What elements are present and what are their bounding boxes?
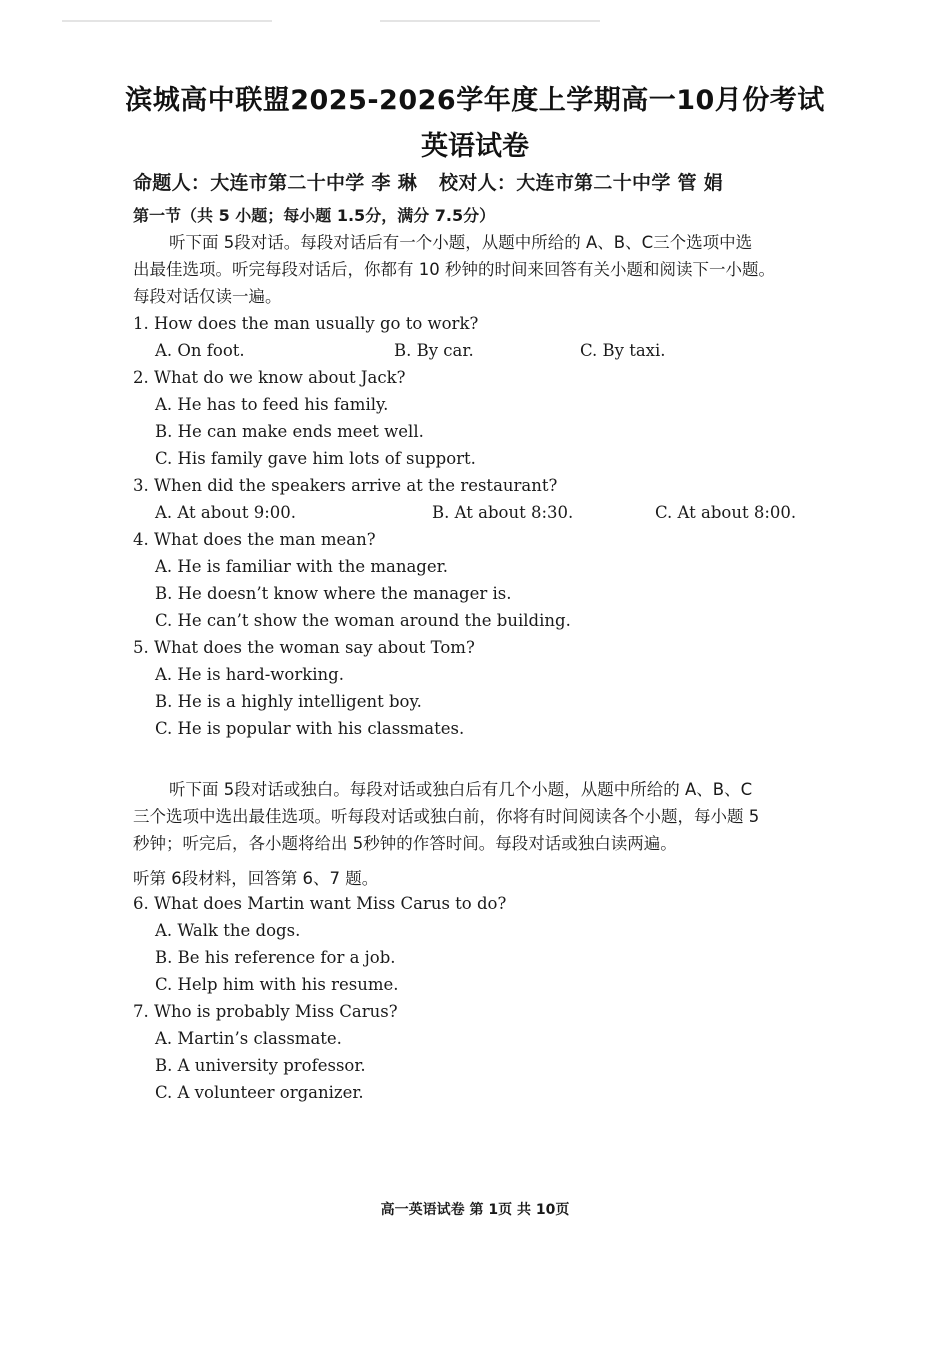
option: C. He can’t show the woman around the building. — [155, 611, 571, 630]
section-heading: 第一节（共 5 小题；每小题 1.5分，满分 7.5分） — [133, 206, 496, 225]
scan-artifact — [62, 20, 272, 22]
option: B. Be his reference for a job. — [155, 948, 396, 967]
option: C. He is popular with his classmates. — [155, 719, 465, 738]
option: B. A university professor. — [155, 1056, 366, 1075]
option: A. Walk the dogs. — [155, 921, 301, 940]
page-footer: 高一英语试卷 第 1页 共 10页 — [380, 1202, 570, 1218]
option: A. He has to feed his family. — [155, 395, 389, 414]
exam-subject: 英语试卷 — [421, 131, 529, 162]
author-label: 命题人：大连市第二十中学 李 琳 — [133, 172, 418, 194]
author-line — [133, 168, 723, 195]
option: B. By car. — [394, 341, 474, 360]
question-stem: 1. How does the man usually go to work? — [133, 314, 479, 333]
option: A. On foot. — [155, 341, 245, 360]
option: C. His family gave him lots of support. — [155, 449, 476, 468]
instruction-line: 每段对话仅读一遍。 — [133, 287, 282, 306]
option: C. By taxi. — [580, 341, 666, 360]
scan-artifact — [380, 20, 600, 22]
option: C. At about 8:00. — [655, 503, 797, 522]
option: A. Martin’s classmate. — [155, 1029, 342, 1048]
question-stem: 6. What does Martin want Miss Carus to do? — [133, 894, 507, 913]
question-stem: 7. Who is probably Miss Carus? — [133, 1002, 398, 1021]
option: A. He is hard-working. — [155, 665, 344, 684]
instruction-line: 出最佳选项。听完每段对话后，你都有 10 秒钟的时间来回答有关小题和阅读下一小题。 — [133, 260, 775, 279]
instruction-line: 秒钟；听完后，各小题将给出 5秒钟的作答时间。每段对话或独白读两遍。 — [133, 834, 677, 853]
exam-title: 滨城高中联盟2025-2026学年度上学期高一10月份考试 — [125, 85, 825, 116]
option: B. He doesn’t know where the manager is. — [155, 584, 512, 603]
option: A. At about 9:00. — [155, 503, 297, 522]
question-stem: 5. What does the woman say about Tom? — [133, 638, 475, 657]
material-note: 听第 6段材料，回答第 6、7 题。 — [133, 869, 379, 888]
option: B. He is a highly intelligent boy. — [155, 692, 422, 711]
proof-label: 校对人：大连市第二十中学 管 娟 — [439, 172, 724, 194]
question-stem: 3. When did the speakers arrive at the restaurant? — [133, 476, 558, 495]
option: C. A volunteer organizer. — [155, 1083, 364, 1102]
option: C. Help him with his resume. — [155, 975, 399, 994]
instruction-line: 听下面 5段对话。每段对话后有一个小题，从题中所给的 A、B、C三个选项中选 — [169, 233, 753, 252]
option: A. He is familiar with the manager. — [155, 557, 448, 576]
instruction-line: 听下面 5段对话或独白。每段对话或独白后有几个小题，从题中所给的 A、B、C — [169, 780, 753, 799]
option: B. He can make ends meet well. — [155, 422, 424, 441]
question-stem: 2. What do we know about Jack? — [133, 368, 406, 387]
option: B. At about 8:30. — [432, 503, 574, 522]
instruction-line: 三个选项中选出最佳选项。听每段对话或独白前，你将有时间阅读各个小题，每小题 5 — [133, 807, 760, 826]
question-stem: 4. What does the man mean? — [133, 530, 376, 549]
